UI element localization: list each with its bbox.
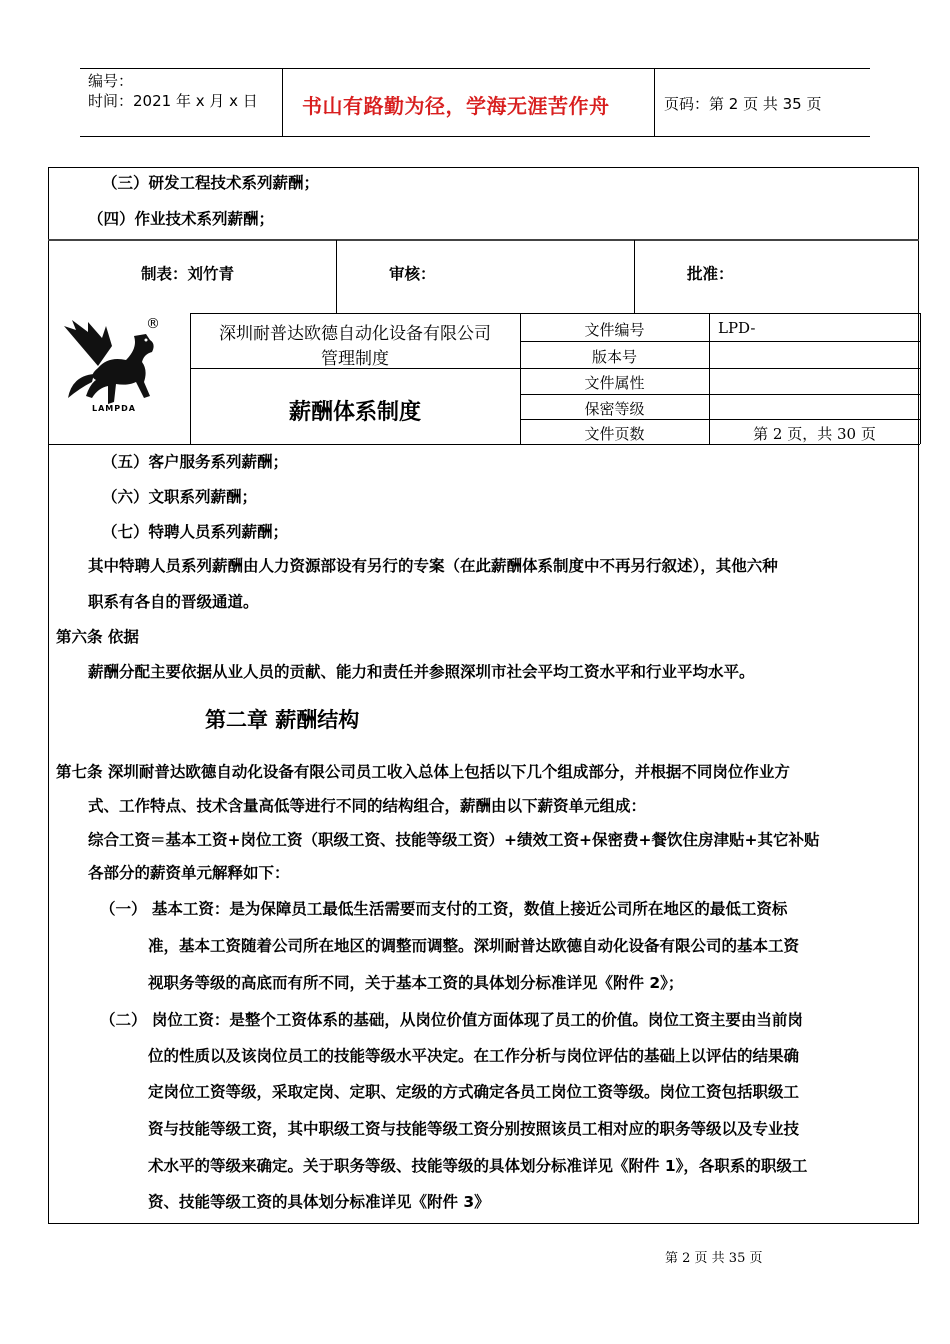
value-doc-number: LPD-: [718, 319, 756, 337]
pegasus-logo: [58, 318, 176, 418]
doc-table-row-2: [520, 368, 920, 369]
mgmt-label: 管理制度: [321, 349, 389, 369]
header-motto: 书山有路勤为径，学海无涯苦作舟: [302, 94, 610, 118]
doc-table-bottom: [48, 444, 920, 445]
header-page-info: 页码：第 2 页 共 35 页: [664, 95, 822, 113]
doc-table-row-3: [520, 394, 920, 395]
article-7-line-1: 第七条 深圳耐普达欧德自动化设备有限公司员工收入总体上包括以下几个组成部分，并根据不同岗位作业方: [56, 763, 790, 781]
article-7-line-2: 式、工作特点、技术含量高低等进行不同的结构组合，薪酬由以下薪资单元组成：: [88, 797, 647, 815]
header-number-label: 编号：: [88, 72, 134, 90]
sign-divider-1: [336, 240, 337, 313]
label-version: 版本号: [591, 348, 637, 366]
list-item-7: （七）特聘人员系列薪酬；: [102, 523, 289, 541]
header-divider-1: [282, 68, 283, 136]
logo-text: LAMPDA: [92, 404, 136, 413]
post-wage-line-4: 资与技能等级工资，其中职级工资与技能等级工资分别按照该员工相对应的职务等级以及专业技: [148, 1120, 800, 1138]
salary-formula: 综合工资＝基本工资+岗位工资（职级工资、技能等级工资）+绩效工资+保密费+餐饮住房津贴+其它补贴: [88, 831, 820, 849]
label-secrecy: 保密等级: [584, 400, 645, 418]
post-wage-line-2: 位的性质以及该岗位员工的技能等级水平决定。在工作分析与岗位评估的基础上以评估的结果确: [148, 1047, 800, 1065]
doc-table-right: [920, 313, 921, 444]
header-time-label: 时间：2021 年 x 月 x 日: [88, 92, 258, 110]
note-line-1: 其中特聘人员系列薪酬由人力资源部设有另行的专案（在此薪酬体系制度中不再另行叙述），其他六种: [88, 557, 778, 575]
list-item-4: （四）作业技术系列薪酬；: [88, 210, 275, 228]
explain-line: 各部分的薪资单元解释如下：: [88, 864, 290, 882]
note-line-2: 职系有各自的晋级通道。: [88, 593, 259, 611]
list-item-6: （六）文职系列薪酬；: [102, 488, 258, 506]
doc-table-row-1: [520, 341, 920, 342]
list-item-3: （三）研发工程技术系列薪酬；: [102, 174, 320, 192]
header-top-rule: [80, 68, 870, 69]
doc-title: 薪酬体系制度: [288, 400, 421, 425]
list-item-5: （五）客户服务系列薪酬；: [102, 453, 289, 471]
basic-wage-line-2: 准，基本工资随着公司所在地区的调整而调整。深圳耐普达欧德自动化设备有限公司的基本工资: [148, 937, 800, 955]
frame-bottom-border: [48, 1223, 919, 1224]
basic-wage-line-1: （一） 基本工资：是为保障员工最低生活需要而支付的工资，数值上接近公司所在地区的最低工资标: [100, 900, 788, 918]
header-divider-2: [654, 68, 655, 136]
approver-label: 批准：: [687, 265, 734, 283]
sign-divider-2: [634, 240, 635, 313]
doc-table-row-4: [520, 419, 920, 420]
page-footer: 第 2 页 共 35 页: [665, 1251, 763, 1266]
article-6-title: 第六条 依据: [56, 628, 139, 646]
value-page-count: 第 2 页，共 30 页: [753, 425, 876, 443]
frame-right-border: [918, 167, 919, 1224]
post-wage-line-5: 术水平的等级来确定。关于职务等级、技能等级的具体划分标准详见《附件 1》，各职系的职级工: [148, 1157, 808, 1175]
label-doc-number: 文件编号: [584, 321, 645, 339]
frame-top-border: [48, 167, 919, 168]
doc-table-top: [190, 313, 920, 314]
post-wage-line-1: （二） 岗位工资：是整个工资体系的基础，从岗位价值方面体现了员工的价值。岗位工资主要由当前岗: [100, 1011, 803, 1029]
article-6-text: 薪酬分配主要依据从业人员的贡献、能力和责任并参照深圳市社会平均工资水平和行业平均水平。: [88, 663, 755, 681]
reviewer-label: 审核：: [389, 265, 436, 283]
registered-mark: ®: [146, 316, 160, 332]
basic-wage-line-3: 视职务等级的高底而有所不同，关于基本工资的具体划分标准详见《附件 2》；: [148, 974, 684, 992]
frame-left-border: [48, 167, 49, 1224]
label-page-count: 文件页数: [584, 425, 645, 443]
post-wage-line-6: 资、技能等级工资的具体划分标准详见《附件 3》: [148, 1193, 490, 1211]
section-separator: [48, 239, 919, 241]
company-name: 深圳耐普达欧德自动化设备有限公司: [219, 324, 491, 344]
maker-label: 制表：刘竹青: [141, 265, 235, 283]
header-bottom-rule: [80, 136, 870, 137]
post-wage-line-3: 定岗位工资等级，采取定岗、定职、定级的方式确定各员工岗位工资等级。岗位工资包括职级工: [148, 1083, 800, 1101]
label-doc-attr: 文件属性: [584, 374, 645, 392]
chapter-2-heading: 第二章 薪酬结构: [205, 708, 360, 732]
